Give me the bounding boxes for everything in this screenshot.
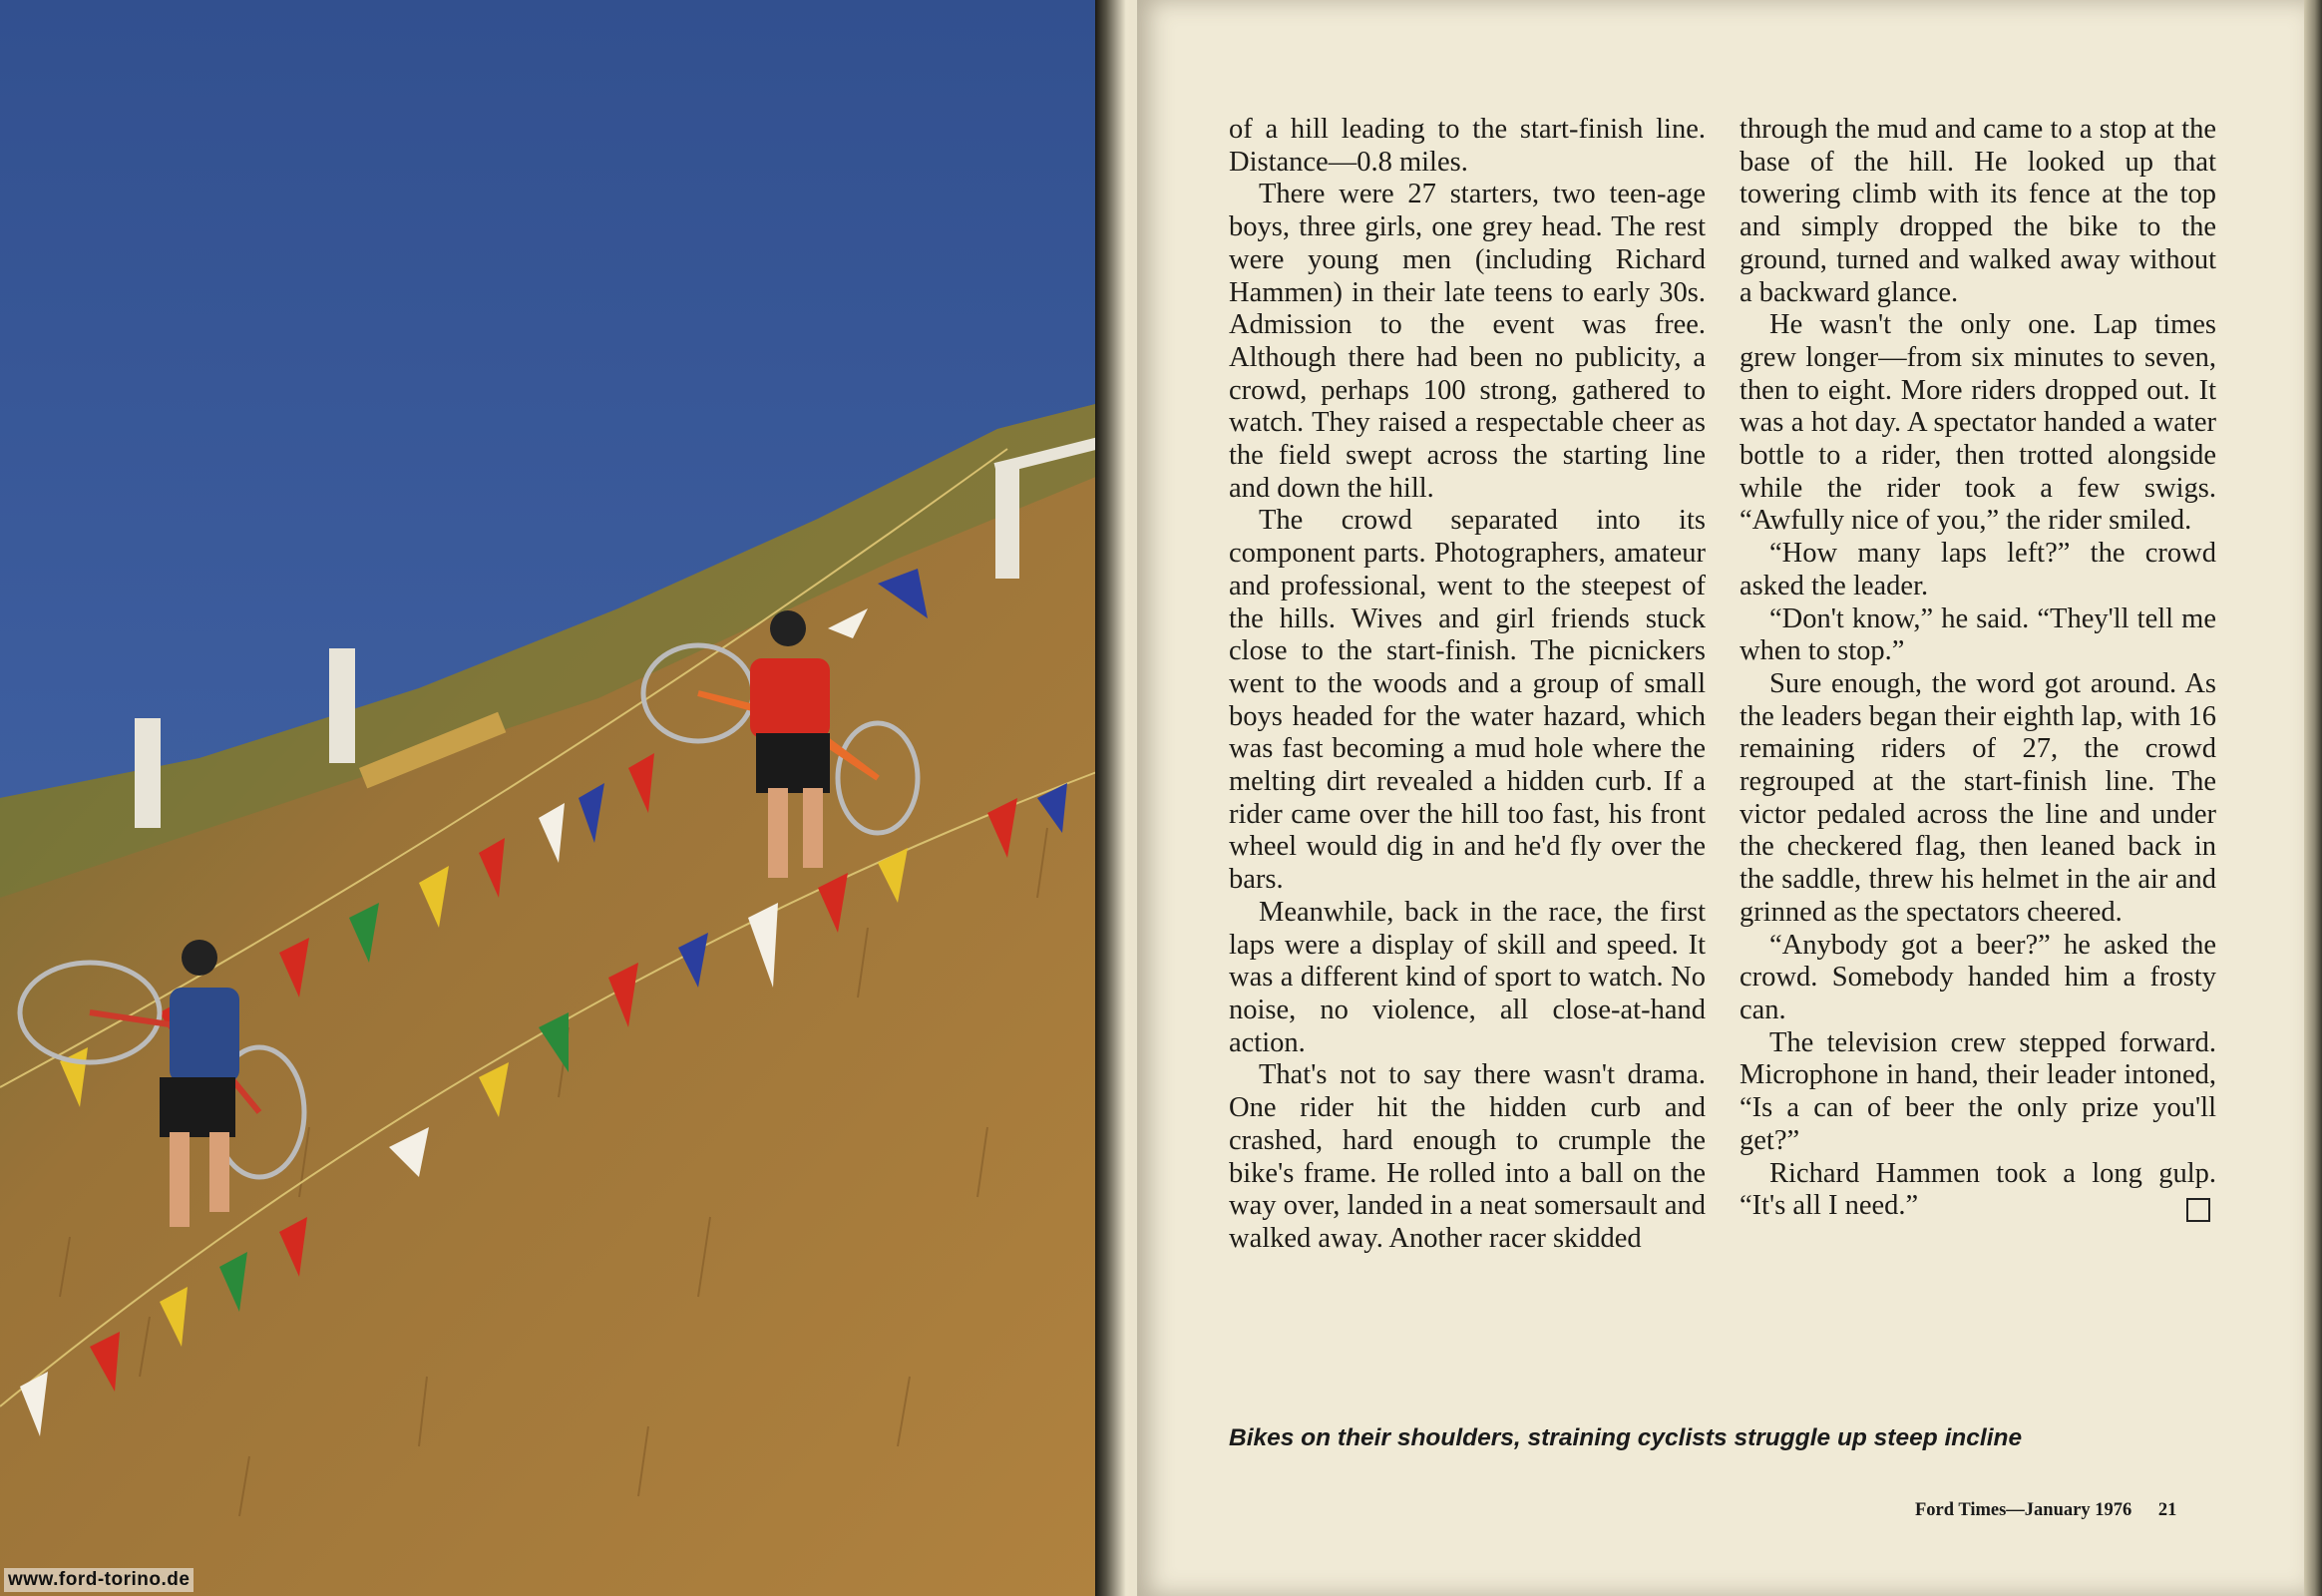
paragraph: He wasn't the only one. Lap times grew longer—from six minutes to seven, then to eight. More riders dropped out. It was a hot day. A spectator handed a water bottle to a rider, then trotted alongside while the rider took a few swigs. “Awfully nice of you,” the rider smiled. [1740, 309, 2216, 537]
article-column-left [1229, 114, 1706, 1256]
paragraph: “Anybody got a beer?” he asked the crowd. Somebody handed him a frosty can. [1740, 929, 2216, 1025]
fence-post [329, 648, 355, 763]
watermark: www.ford-torino.de [4, 1568, 194, 1592]
paragraph: The crowd separated into its component parts. Photographers, amateur and professional, went to the steepest of the hills. Wives and girl friends stuck close to the start-finish. The picnickers went to the woods and a group of small boys headed for the water hazard, which was fast becoming a mud hole where the melting dirt revealed a hidden curb. If a rider came over the hill too fast, his front wheel would dig in and he'd fly over the bars. [1229, 505, 1706, 896]
text-page [1137, 0, 2304, 1596]
final-sentence: Richard Hammen took a long gulp. “It's all I need.” [1740, 1157, 2216, 1222]
page-number: 21 [2157, 1500, 2177, 1520]
page-edge [2304, 0, 2322, 1596]
fence-post [135, 718, 161, 828]
paragraph: through the mud and came to a stop at the base of the hill. He looked up that towering climb with its fence at the top and simply dropped the bike to the ground, turned and walked away without a backward glance. [1740, 114, 2216, 308]
page-footer [1915, 1500, 2176, 1521]
paragraph: That's not to say there wasn't drama. One rider hit the hidden curb and crashed, hard enough to crumple the bike's frame. He rolled into a ball on the way over, landed in a neat somersault and walked away. Another racer skidded [1229, 1059, 1706, 1254]
fence-post [995, 469, 1019, 579]
paragraph: Sure enough, the word got around. As the leaders began their eighth lap, with 16 remaining riders of 27, the crowd regrouped at the start-finish line. The victor pedaled across the line and under the checkered flag, then leaned back in the saddle, threw his helmet in the air and grinned as the spectators cheered. [1740, 667, 2217, 928]
photo-caption: Bikes on their shoulders, straining cyclists struggle up steep incline [1229, 1424, 2023, 1451]
paragraph: Meanwhile, back in the race, the first laps were a display of skill and speed. It was a different kind of sport to watch. No noise, no violence, all close-at-hand action. [1229, 896, 1706, 1058]
paragraph: There were 27 starters, two teen-age boys, three girls, one grey head. The rest were young men (including Richard Hammen) in their late teens to early 30s. Admission to the event was free. Although there had been no publicity, a crowd, perhaps 100 strong, gathered to watch. They raised a respectable cheer as the field swept across the starting line and down the hill. [1229, 179, 1706, 504]
paragraph-final [1740, 1158, 2216, 1223]
paragraph: The television crew stepped forward. Microphone in hand, their leader intoned, “Is a can of beer the only prize you'll get?” [1740, 1026, 2216, 1156]
paragraph: “How many laps left?” the crowd asked the leader. [1740, 538, 2216, 601]
paragraph: of a hill leading to the start-finish line. Distance—0.8 miles. [1229, 114, 1706, 178]
photo-illustration [0, 0, 1115, 1596]
paragraph: “Don't know,” he said. “They'll tell me when to stop.” [1740, 602, 2216, 667]
publication-line: Ford Times—January 1976 [1915, 1500, 2132, 1520]
end-of-article-mark [2186, 1198, 2210, 1222]
cyclocross-photo [0, 0, 1115, 1596]
article-column-right [1740, 114, 2216, 1223]
